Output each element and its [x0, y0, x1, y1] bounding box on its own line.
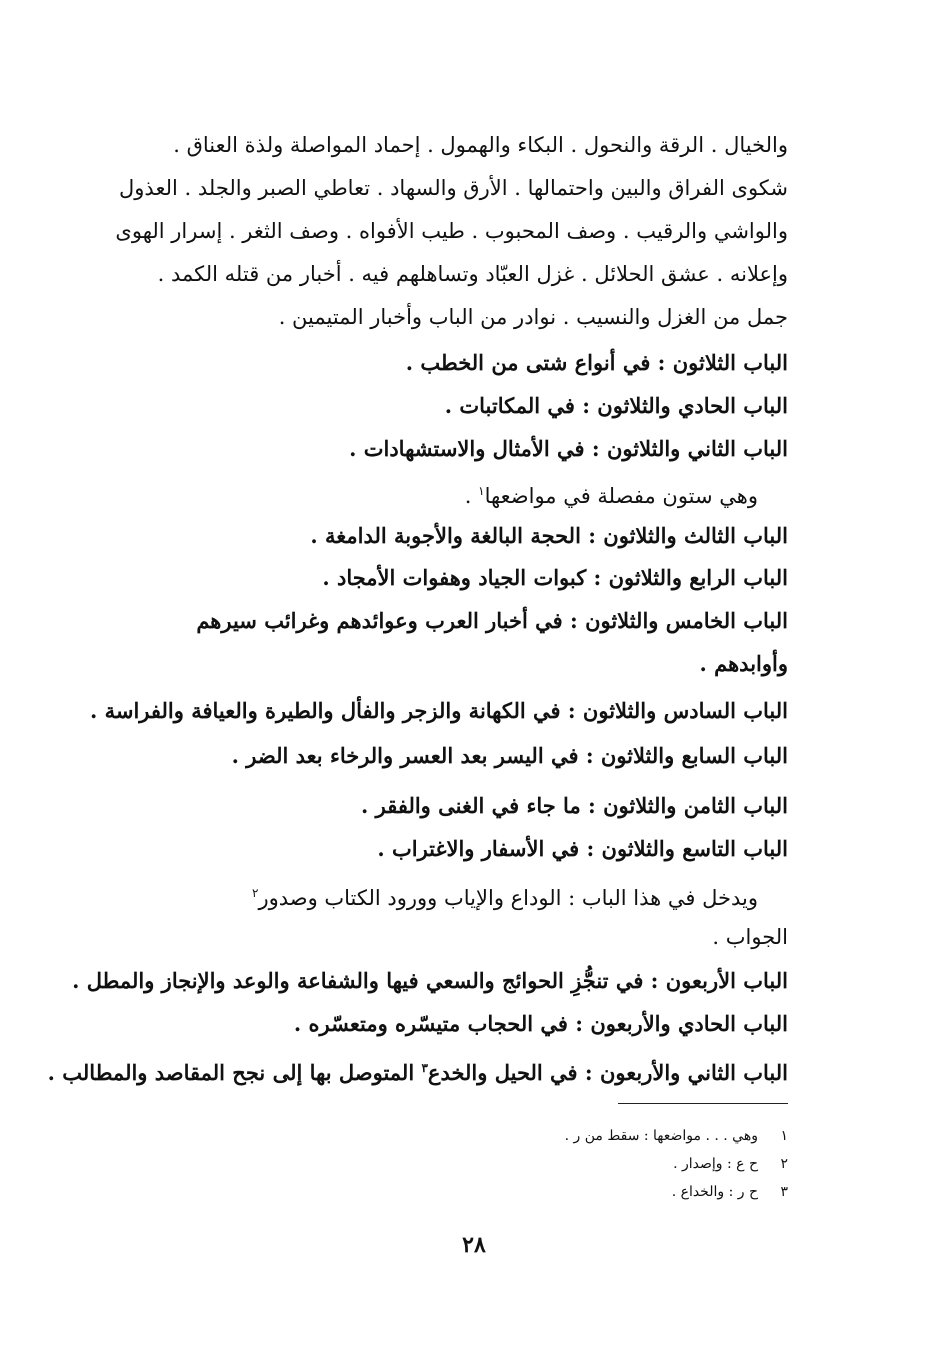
text-line: والخيال . الرقة والنحول . البكاء والهمول . إحماد المواصلة ولذة العناق .: [173, 133, 788, 157]
chapter-heading: الباب الثاني والثلاثون : في الأمثال والاستشهادات .: [349, 436, 788, 461]
chapter-heading: الباب الثالث والثلاثون : الحجة البالغة والأجوبة الدامغة .: [310, 523, 788, 548]
text-line: والواشي والرقيب . وصف المحبوب . طيب الأفواه . وصف الثغر . إسرار الهوى: [115, 219, 788, 243]
text-line: وإعلانه . عشق الحلائل . غزل العبّاد وتساهلهم فيه . أخبار من قتله الكمد .: [157, 262, 788, 286]
text-line: شكوى الفراق والبين واحتمالها . الأرق والسهاد . تعاطي الصبر والجلد . العذول: [119, 176, 788, 200]
chapter-heading: الباب السابع والثلاثون : في اليسر بعد العسر والرخاء بعد الضر .: [231, 743, 788, 768]
chapter-heading: [47, 1047, 788, 1094]
chapter-note-text: ويدخل في هذا الباب : الوداع والإياب وورود الكتاب وصدور: [258, 886, 758, 910]
chapter-heading: وأوابدهم .: [699, 651, 788, 676]
chapter-heading: الباب الثامن والثلاثون : ما جاء في الغنى والفقر .: [360, 793, 788, 818]
chapter-heading: الباب السادس والثلاثون : في الكهانة والزجر والفأل والطيرة والعيافة والفراسة .: [89, 698, 788, 723]
chapter-heading: الباب الرابع والثلاثون : كبوات الجياد وهفوات الأمجاد .: [322, 565, 788, 590]
text-line: جمل من الغزل والنسيب . نوادر من الباب وأخبار المتيمين .: [278, 305, 788, 329]
footnote-number: ١: [780, 1128, 788, 1144]
chapter-note: [98, 872, 758, 919]
footnote: [388, 1150, 788, 1178]
text-line: الجواب .: [712, 925, 788, 949]
chapter-heading: الباب التاسع والثلاثون : في الأسفار والاغتراب .: [377, 836, 788, 861]
footnote: [388, 1178, 788, 1206]
footnote-marker: ٣: [421, 1061, 428, 1075]
footnote-number: ٣: [780, 1184, 788, 1200]
chapter-heading: الباب الحادي والثلاثون : في المكاتبات .: [444, 393, 788, 418]
chapter-heading-text: الباب الثاني والأربعون : في الحيل والخدع: [427, 1060, 788, 1085]
chapter-note: [98, 470, 758, 517]
chapter-note-text: وهي ستون مفصلة في مواضعها: [484, 484, 758, 508]
chapter-heading: الباب الثلاثون : في أنواع شتى من الخطب .: [405, 350, 788, 375]
chapter-heading: الباب الأربعون : في تنجُّزِ الحوائج والسعي فيها والشفاعة والوعد والإنجاز والمطل .: [72, 968, 788, 993]
chapter-heading: الباب الحادي والأربعون : في الحجاب متيسّره ومتعسّره .: [293, 1011, 788, 1036]
footnote-text: ح ع : وإصدار .: [673, 1156, 758, 1172]
footnote-marker: ٢: [251, 886, 259, 900]
page-number: ٢٨: [462, 1232, 486, 1258]
footnote-marker: ١: [478, 484, 485, 498]
footnote-text: وهي . . . مواضعها : سقط من ر .: [564, 1128, 758, 1144]
footnote: [388, 1122, 788, 1150]
chapter-heading-text: المتوصل بها إلى نجح المقاصد والمطالب .: [47, 1060, 415, 1085]
footnote-divider: [618, 1103, 788, 1104]
line-end-period: .: [464, 484, 479, 508]
footnote-number: ٢: [780, 1156, 788, 1172]
chapter-heading: الباب الخامس والثلاثون : في أخبار العرب وعوائدهم وغرائب سيرهم: [196, 608, 788, 633]
footnote-text: ح ر : والخداع .: [671, 1184, 758, 1200]
